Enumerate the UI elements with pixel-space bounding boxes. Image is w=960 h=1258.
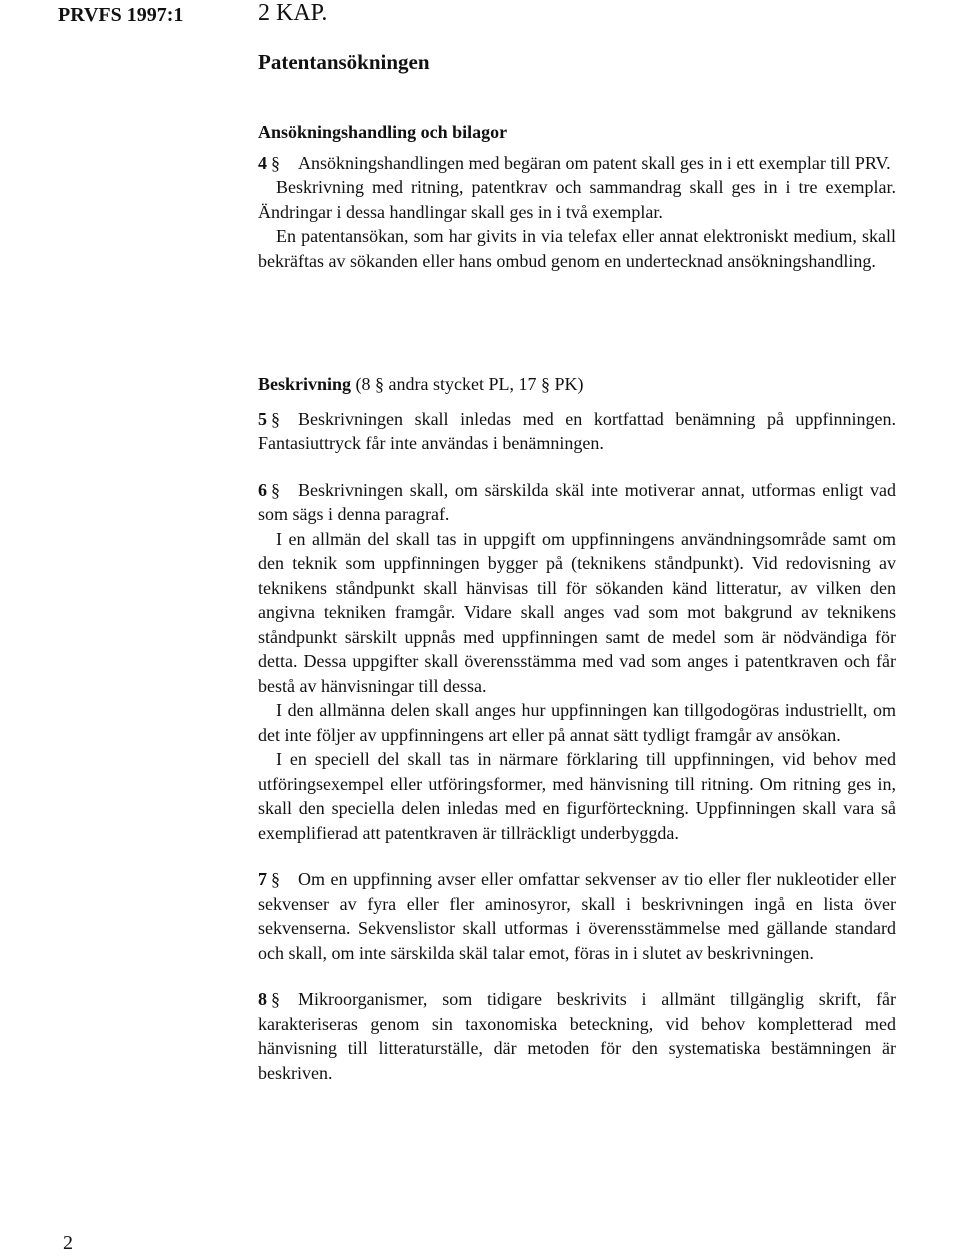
chapter-label: 2 KAP. (258, 0, 328, 26)
paragraph-4 (258, 151, 896, 176)
paragraph-text: Beskrivningen skall, om särskilda skäl inte motiverar annat, utformas enligt vad som sägs i denna paragraf. (258, 479, 896, 524)
paragraph-6-continuation: I den allmänna delen skall anges hur uppfinningen kan tillgodogöras industriellt, om det inte följer av uppfinningens art eller på annat sätt tydligt framgår av ansökan. (258, 700, 896, 745)
section-symbol: § (271, 408, 280, 429)
section-2 (258, 372, 896, 1085)
section-heading: Ansökningshandling och bilagor (258, 122, 508, 142)
section-heading (258, 372, 896, 397)
chapter-title: Patentansökningen (258, 50, 430, 74)
paragraph-4-continuation: Beskrivning med ritning, patentkrav och sammandrag skall ges in i tre exemplar. Ändringar i dessa handlingar skall ges in i två exemplar. (258, 177, 896, 222)
page-number: 2 (63, 1232, 73, 1254)
paragraph-7 (258, 867, 896, 965)
section-heading-reference: (8 § andra stycket PL, 17 § PK) (351, 374, 584, 394)
paragraph-6-continuation: I en allmän del skall tas in uppgift om uppfinningens användningsområde samt om den teknik som uppfinningen bygger på (teknikens ståndpunkt). Vid redovisning av teknikens ståndpunkt skall hänvisas till för sökanden känd litteratur, av vilken den angivna tekniken framgår. Vidare skall anges vad som mot bakgrund av teknikens ståndpunkt särskilt uppnås med uppfinningen samt de medel som är nödvändiga för detta. Dessa uppgifter skall överensstämma med vad som anges i patentkraven och får bestå av hänvisningar till dessa. (258, 528, 896, 696)
section-symbol: § (271, 479, 280, 500)
paragraph-5 (258, 407, 896, 456)
paragraph-4-continuation: En patentansökan, som har givits in via telefax eller annat elektroniskt medium, skall bekräftas av sökanden eller hans ombud genom en undertecknad ansökningshandling. (258, 226, 896, 271)
paragraph-8 (258, 987, 896, 1085)
paragraph-number: 7 (258, 869, 267, 889)
paragraph-number: 8 (258, 989, 267, 1009)
paragraph-text: Ansökningshandlingen med begäran om patent skall ges in i ett exemplar till PRV. (298, 152, 891, 173)
paragraph-text: Om en uppfinning avser eller omfattar sekvenser av tio eller fler nukleotider eller sekvenser av fyra eller fler aminosyror, skall i beskrivningen ingå en lista över sekvenserna. Sekvenslistor skall utformas i överensstämmelse med gällande standard och skall, om inte särskilda skäl talar emot, föras in i slutet av beskrivningen. (258, 869, 896, 963)
publication-code: PRVFS 1997:1 (58, 4, 184, 26)
section-symbol: § (271, 152, 280, 173)
section-symbol: § (271, 869, 280, 889)
paragraph-6-continuation: I en speciell del skall tas in närmare förklaring till uppfinningen, vid behov med utföringsexempel eller utföringsformer, med hänvisning till ritning. Om ritning ges in, skall den speciella delen inledas med en figurförteckning. Uppfinningen skall vara så exemplifierad att patentkraven är tillräckligt underbyggda. (258, 749, 896, 843)
paragraph-number: 6 (258, 479, 267, 500)
paragraph-text: Mikroorganismer, som tidigare beskrivits i allmänt tillgänglig skrift, får karakteriseras genom sin taxonomiska beteckning, vid behov kompletterad med hänvisning till litteraturställe, där metoden för den systematiska bestämningen är beskriven. (258, 989, 896, 1083)
paragraph-number: 5 (258, 408, 267, 429)
section-heading-title: Beskrivning (258, 374, 352, 394)
paragraph-text: Beskrivningen skall inledas med en kortfattad benämning på uppfinningen. Fantasiuttryck får inte användas i benämningen. (258, 408, 896, 453)
paragraph-6 (258, 478, 896, 527)
section-1 (258, 120, 896, 273)
section-symbol: § (271, 989, 280, 1009)
paragraph-number: 4 (258, 152, 267, 173)
